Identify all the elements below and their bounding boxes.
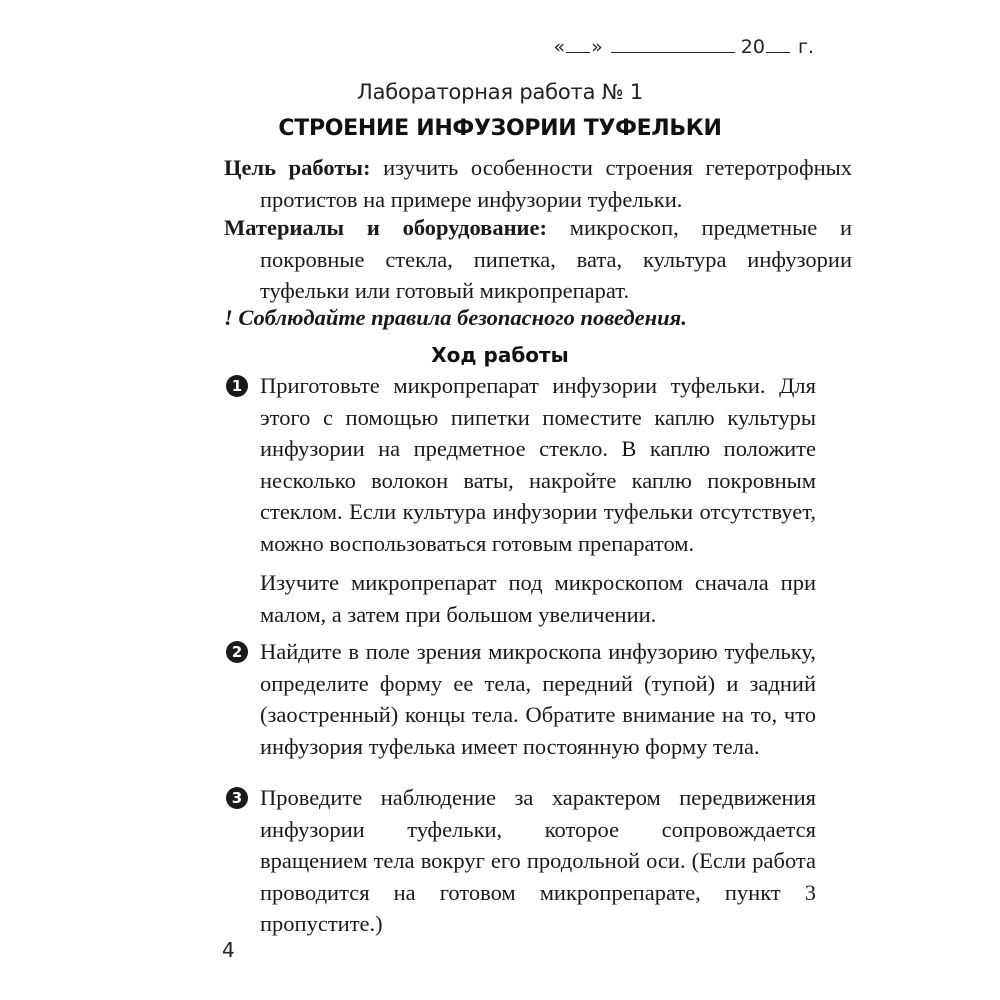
year-suffix: г. (797, 36, 814, 58)
open-quote: « (553, 36, 566, 58)
goal-paragraph (224, 152, 852, 215)
step-2 (226, 636, 816, 762)
day-blank (566, 34, 590, 53)
page-title: СТРОЕНИЕ ИНФУЗОРИИ ТУФЕЛЬКИ (278, 116, 722, 141)
goal-text: изучить особенности строения гетеротрофных протистов на примере инфузории туфельки. (260, 155, 852, 212)
step-3-paragraph-1: Проведите наблюдение за характером передвижения инфузории туфельки, которое сопровождается вращением тела вокруг его продольной оси. (Если работа проводится на готовом микропрепарате, пункт 3 пропустите.) (260, 785, 816, 936)
progress-heading: Ход работы (431, 343, 569, 367)
step-1-paragraph-2: Изучите микропрепарат под микроскопом сначала при малом, а затем при большом увеличении. (260, 570, 816, 627)
goal-label: Цель работы: (224, 155, 371, 180)
close-quote: » (591, 36, 603, 58)
step-3 (226, 782, 816, 940)
materials-paragraph (224, 212, 852, 307)
year-prefix: 20 (740, 36, 765, 58)
page-number: 4 (222, 938, 235, 962)
year-blank (766, 34, 790, 53)
step-1 (226, 370, 816, 630)
date-line (554, 34, 814, 58)
step-number-2: 2 (226, 641, 248, 663)
materials-label: Материалы и оборудование: (224, 215, 547, 240)
materials-text: микроскоп, предметные и покровные стекла, пипетка, вата, культура инфузории туфельки или готовый микропрепарат. (260, 215, 853, 303)
step-number-3: 3 (226, 787, 248, 809)
step-number-1: 1 (226, 375, 248, 397)
month-blank (611, 34, 735, 53)
safety-warning: ! Соблюдайте правила безопасного поведения. (224, 305, 687, 330)
step-2-paragraph-1: Найдите в поле зрения микроскопа инфузорию туфельку, определите форму ее тела, передний (тупой) и задний (заостренный) концы тела. Обратите внимание на то, что инфузория туфелька имеет постоянную форму тела. (260, 639, 816, 759)
step-1-paragraph-1: Приготовьте микропрепарат инфузории туфельки. Для этого с помощью пипетки поместите каплю культуры инфузории на предметное стекло. В каплю положите несколько волокон ваты, накройте каплю покровным стеклом. Если культура инфузории туфельки отсутствует, можно воспользоваться готовым препаратом. (260, 373, 816, 556)
lab-number: Лабораторная работа № 1 (356, 80, 644, 104)
